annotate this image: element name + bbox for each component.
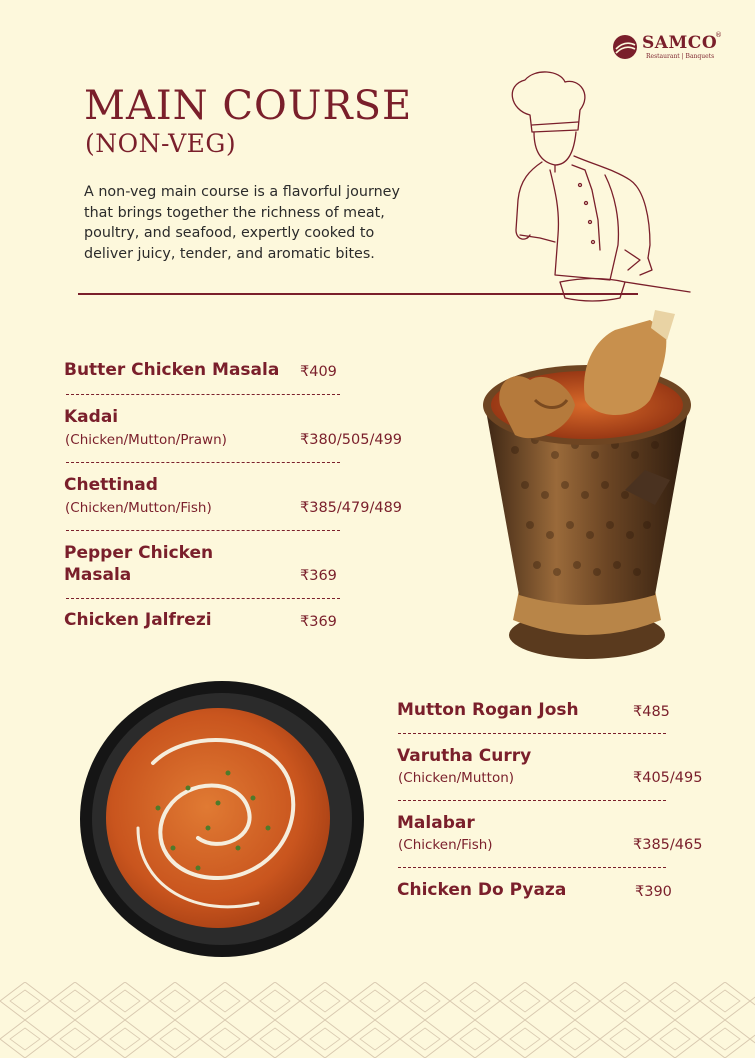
menu-item-price: ₹385/479/489	[300, 500, 403, 516]
menu-item-price: ₹369	[300, 568, 337, 584]
divider	[66, 530, 340, 531]
decorative-pattern	[0, 982, 755, 1058]
butter-chicken-bowl-image	[78, 678, 366, 960]
description-line: poultry, and seafood, expertly cooked to	[84, 225, 375, 241]
description-line: that brings together the richness of meat,	[84, 204, 385, 221]
menu-item-name: Varutha Curry	[397, 746, 532, 766]
description-line: deliver juicy, tender, and aromatic bites.	[84, 245, 375, 262]
divider	[66, 462, 340, 463]
menu-item-price: ₹485	[633, 704, 670, 720]
menu-item-price: ₹380/505/499	[300, 432, 403, 448]
divider	[66, 598, 340, 599]
menu-item-name: Pepper Chicken	[64, 543, 214, 563]
menu-item-name: Chicken Do Pyaza	[397, 880, 567, 900]
menu-item-name: Butter Chicken Masala	[64, 360, 280, 380]
divider	[398, 867, 666, 868]
description-line: A non-veg main course is a flavorful journey	[84, 184, 400, 200]
brand-logo	[612, 33, 732, 63]
divider	[398, 800, 666, 801]
menu-item-name: Chicken Jalfrezi	[64, 610, 212, 630]
registered-mark: ®	[715, 31, 722, 39]
page-title: MAIN COURSE	[84, 83, 413, 129]
chef-illustration	[500, 70, 710, 310]
menu-item-name: Kadai	[64, 407, 119, 427]
menu-item-name: Malabar	[397, 813, 475, 833]
menu-item-variants: (Chicken/Mutton/Prawn)	[65, 432, 227, 448]
menu-item-variants: (Chicken/Fish)	[398, 837, 493, 853]
menu-item-price: ₹369	[300, 614, 337, 630]
menu-item-price: ₹409	[300, 364, 337, 380]
brand-name: SAMCO	[642, 33, 718, 53]
divider	[66, 394, 340, 395]
bucket-dish-image	[475, 310, 700, 665]
menu-item-name: Mutton Rogan Josh	[397, 700, 579, 720]
menu-item-variants: (Chicken/Mutton)	[398, 770, 515, 786]
header-divider	[78, 293, 638, 295]
divider	[398, 733, 666, 734]
menu-item-name-line2: Masala	[64, 565, 132, 585]
menu-item-price: ₹390	[635, 884, 672, 900]
logo-mark-icon	[612, 34, 638, 60]
description	[84, 182, 454, 264]
menu-item-name: Chettinad	[64, 475, 158, 495]
menu-item-price: ₹405/495	[633, 770, 703, 786]
brand-tagline: Restaurant | Banquets	[646, 53, 715, 60]
page-subtitle: (NON-VEG)	[85, 129, 237, 158]
menu-item-variants: (Chicken/Mutton/Fish)	[65, 500, 212, 516]
menu-item-price: ₹385/465	[633, 837, 703, 853]
